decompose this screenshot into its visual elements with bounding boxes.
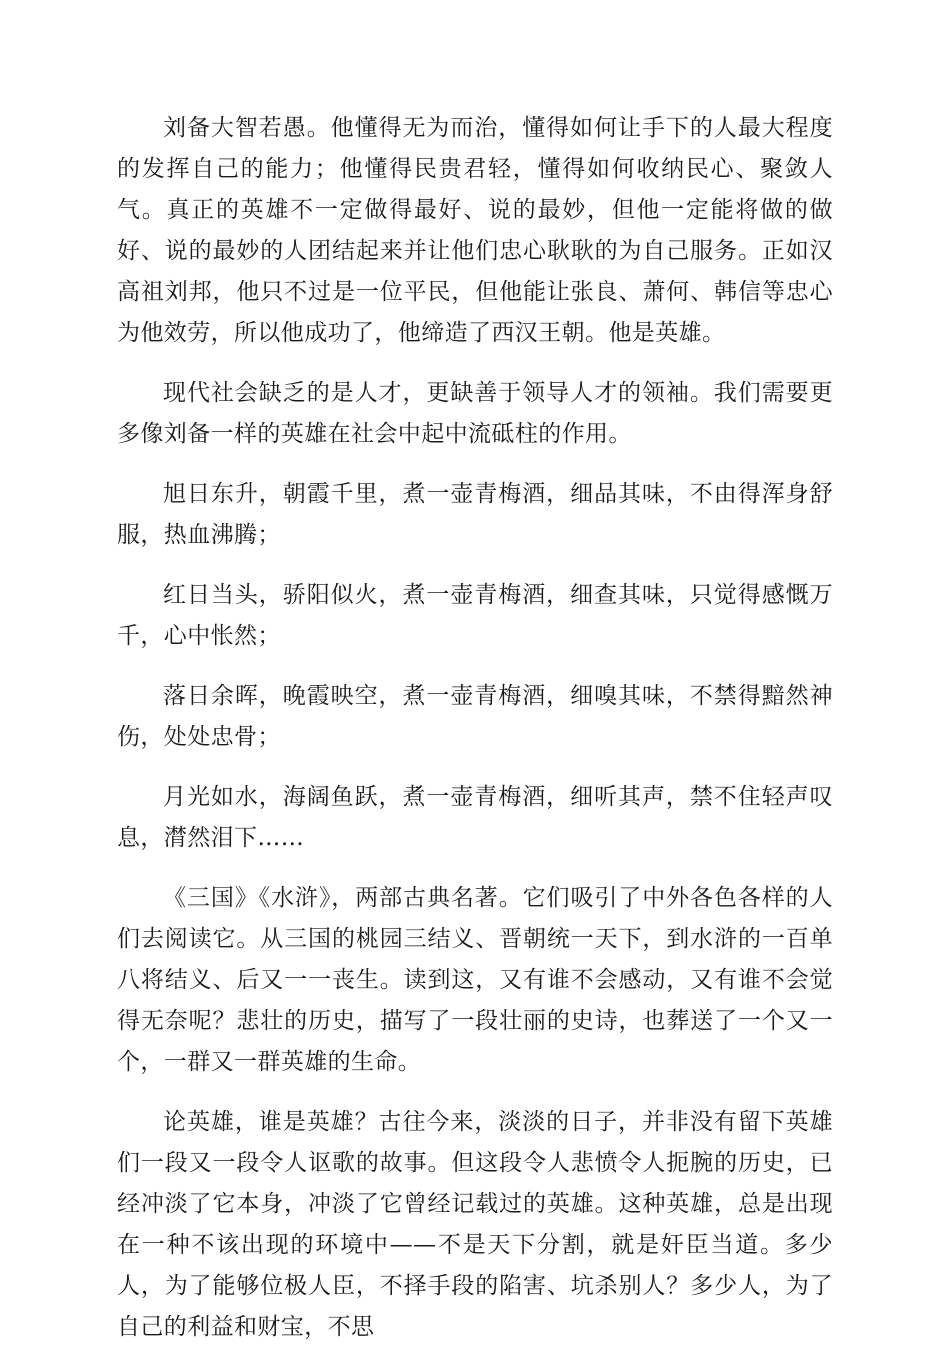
paragraph-sunset: 落日余晖，晚霞映空，煮一壶青梅酒，细嗅其味，不禁得黯然神伤，处处忠骨； [117,683,833,750]
paragraph-noon-sun: 红日当头，骄阳似火，煮一壶青梅酒，细查其味，只觉得感慨万千，心中怅然； [117,582,833,649]
paragraph-sunrise: 旭日东升，朝霞千里，煮一壶青梅酒，细品其味，不由得浑身舒服，热血沸腾； [117,481,833,548]
paragraph-modern-society: 现代社会缺乏的是人才，更缺善于领导人才的领袖。我们需要更多像刘备一样的英雄在社会中起中流砥柱的作用。 [117,380,833,447]
paragraph-on-heroes: 论英雄，谁是英雄？古往今来，淡淡的日子，并非没有留下英雄们一段又一段令人讴歌的故事。但这段令人悲愤令人扼腕的历史，已经冲淡了它本身，冲淡了它曾经记载过的英雄。这种英雄，总是出现在一种不该出现的环境中——不是天下分割，就是奸臣当道。多少人，为了能够位极人臣，不择手段的陷害、坑杀别人？多少人，为了自己的利益和财宝，不思 [117,1109,833,1340]
paragraph-moonlight: 月光如水，海阔鱼跃，煮一壶青梅酒，细听其声，禁不住轻声叹息，潸然泪下…… [117,784,833,851]
document-body [117,108,833,1367]
paragraph-classics: 《三国》《水浒》，两部古典名著。它们吸引了中外各色各样的人们去阅读它。从三国的桃园三结义、晋朝统一天下，到水浒的一百单八将结义、后又一一丧生。读到这，又有谁不会感动，又有谁不会觉得无奈呢？悲壮的历史，描写了一段壮丽的史诗，也葬送了一个又一个，一群又一群英雄的生命。 [117,885,833,1075]
paragraph-liubei-wisdom: 刘备大智若愚。他懂得无为而治，懂得如何让手下的人最大程度的发挥自己的能力；他懂得民贵君轻，懂得如何收纳民心、聚敛人气。真正的英雄不一定做得最好、说的最妙，但他一定能将做的做好、说的最妙的人团结起来并让他们忠心耿耿的为自己服务。正如汉高祖刘邦，他只不过是一位平民，但他能让张良、萧何、韩信等忠心为他效劳，所以他成功了，他缔造了西汉王朝。他是英雄。 [117,115,833,346]
